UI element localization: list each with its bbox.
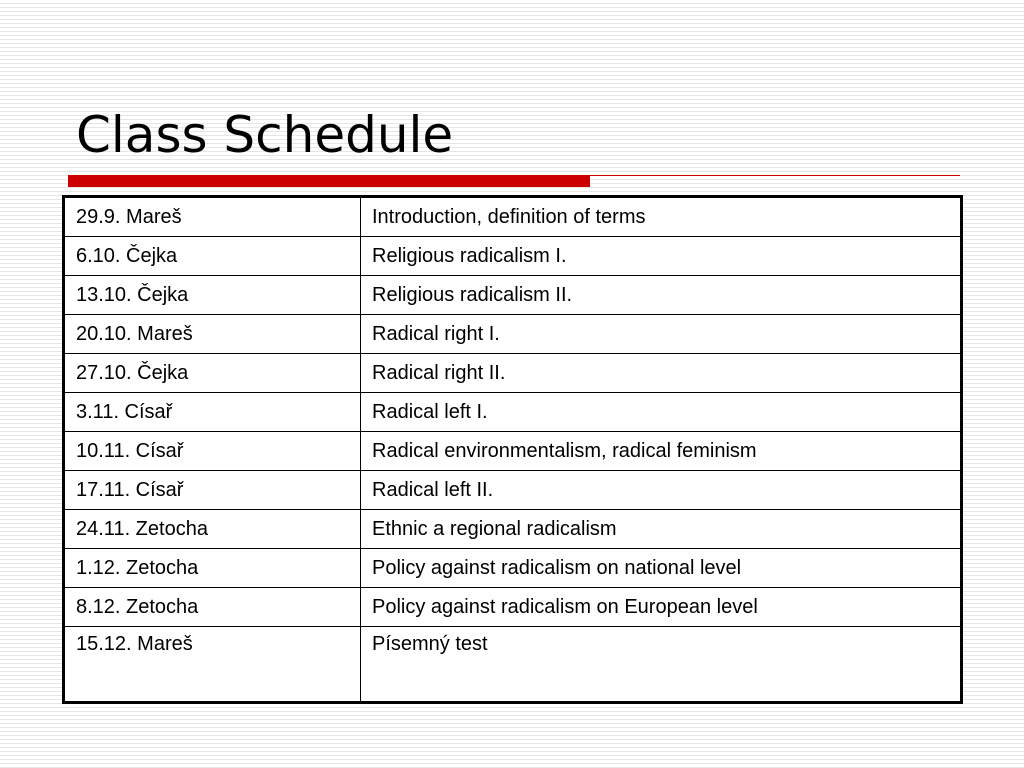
date-lecturer-cell: 24.11. Zetocha — [64, 510, 361, 549]
topic-cell: Radical right II. — [361, 354, 962, 393]
date-lecturer-cell: 6.10. Čejka — [64, 237, 361, 276]
table-row — [64, 354, 962, 393]
title-underline-thick — [68, 175, 590, 187]
table-row — [64, 471, 962, 510]
table-row — [64, 197, 962, 237]
topic-cell: Radical right I. — [361, 315, 962, 354]
table-row — [64, 276, 962, 315]
slide-title: Class Schedule — [76, 106, 454, 164]
table-row — [64, 237, 962, 276]
topic-cell: Radical left I. — [361, 393, 962, 432]
schedule-table — [62, 195, 963, 704]
topic-cell: Radical environmentalism, radical feminism — [361, 432, 962, 471]
date-lecturer-cell: 20.10. Mareš — [64, 315, 361, 354]
table-row — [64, 627, 962, 703]
table-row — [64, 315, 962, 354]
topic-cell: Ethnic a regional radicalism — [361, 510, 962, 549]
table-row — [64, 393, 962, 432]
date-lecturer-cell: 13.10. Čejka — [64, 276, 361, 315]
date-lecturer-cell: 27.10. Čejka — [64, 354, 361, 393]
topic-cell: Policy against radicalism on national level — [361, 549, 962, 588]
date-lecturer-cell: 29.9. Mareš — [64, 197, 361, 237]
table-row — [64, 549, 962, 588]
date-lecturer-cell: 15.12. Mareš — [64, 627, 361, 703]
date-lecturer-cell: 17.11. Císař — [64, 471, 361, 510]
topic-cell: Písemný test — [361, 627, 962, 703]
date-lecturer-cell: 1.12. Zetocha — [64, 549, 361, 588]
topic-cell: Religious radicalism I. — [361, 237, 962, 276]
date-lecturer-cell: 3.11. Císař — [64, 393, 361, 432]
title-underline-thin — [590, 175, 960, 176]
table-row — [64, 432, 962, 471]
topic-cell: Religious radicalism II. — [361, 276, 962, 315]
table-row — [64, 588, 962, 627]
topic-cell: Policy against radicalism on European level — [361, 588, 962, 627]
date-lecturer-cell: 8.12. Zetocha — [64, 588, 361, 627]
topic-cell: Introduction, definition of terms — [361, 197, 962, 237]
date-lecturer-cell: 10.11. Císař — [64, 432, 361, 471]
table-row — [64, 510, 962, 549]
topic-cell: Radical left II. — [361, 471, 962, 510]
